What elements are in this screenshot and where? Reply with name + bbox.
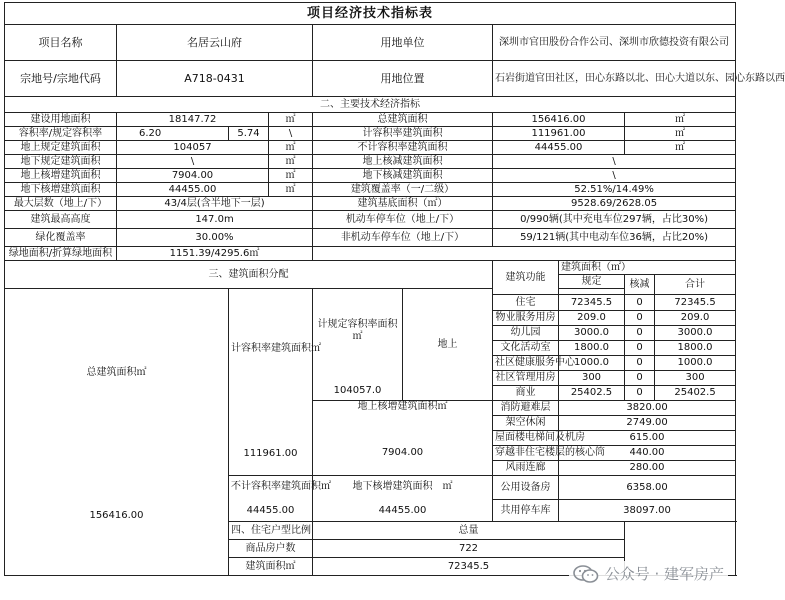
added-name: 风雨连廊	[493, 461, 559, 476]
far-area-value: 111961.00	[243, 447, 298, 459]
indicator-label: 地上规定建筑面积	[5, 141, 117, 155]
added-name: 消防避难层	[493, 401, 559, 416]
indicator-value: 156416.00	[493, 113, 625, 127]
func-name: 住宅	[493, 295, 559, 311]
indicator-unit: ㎡	[269, 113, 313, 127]
nonfar-label: 不计容积率建筑面积㎡	[231, 480, 331, 492]
col-total: 合计	[655, 275, 736, 295]
below-added-value: 44455.00	[378, 504, 427, 516]
total-area-value: 156416.00	[89, 510, 144, 521]
wechat-icon	[573, 564, 599, 584]
table-title: 项目经济技术指标表	[5, 3, 736, 25]
indicator-value: 9528.69/2628.05	[493, 197, 736, 211]
indicator-label: 容积率/规定容积率	[5, 127, 117, 141]
project-name-label: 项目名称	[5, 25, 117, 61]
indicator-label: 地上核减建筑面积	[313, 155, 493, 169]
parcel-code: A718-0431	[117, 61, 313, 97]
func-reduced: 0	[625, 295, 655, 311]
unit-count-label: 商品房户数	[229, 540, 313, 558]
indicator-value: 147.0m	[117, 211, 313, 229]
col-planned: 规定	[559, 275, 625, 289]
indicator-label: 地上核增建筑面积	[5, 169, 117, 183]
func-name: 文化活动室	[493, 341, 559, 356]
far-area-label: 计容积率建筑面积㎡	[231, 342, 321, 354]
shared-parking-label: 共用停车库	[493, 500, 559, 522]
func-total: 25402.5	[655, 386, 736, 401]
land-unit-label: 用地单位	[313, 25, 493, 61]
below-added-cell	[313, 476, 493, 522]
col-reduced: 核减	[625, 275, 655, 295]
indicator-label: 建设用地面积	[5, 113, 117, 127]
location: 石岩街道官田社区，田心东路以北、田心大道以东、园心东路以西	[493, 61, 736, 97]
project-name: 名居云山府	[117, 25, 313, 61]
indicator-value: 52.51%/14.49%	[493, 183, 736, 197]
below-added-label: 地下核增建筑面积 ㎡	[352, 480, 453, 492]
indicator-value: 43/4层(含半地下一层)	[117, 197, 313, 211]
func-name: 商业	[493, 386, 559, 401]
residential-area-value: 72345.5	[313, 558, 625, 576]
func-header: 建筑功能	[493, 261, 559, 295]
indicator-label: 地下规定建筑面积	[5, 155, 117, 169]
func-planned: 1000.0	[559, 356, 625, 371]
indicator-value: 111961.00	[493, 127, 625, 141]
above-added-label: 地上核增建筑面积㎡	[357, 401, 448, 412]
indicator-label: 地下核减建筑面积	[313, 169, 493, 183]
added-name: 屋面楼电梯间及机房	[493, 431, 559, 446]
indicator-unit: ㎡	[269, 169, 313, 183]
nonfar-cell	[229, 476, 331, 522]
total-area-label: 总建筑面积㎡	[86, 367, 147, 378]
location-label: 用地位置	[313, 61, 493, 97]
indicator-unit: ㎡	[625, 127, 736, 141]
indicator-value: 44455.00	[493, 141, 625, 155]
func-total: 300	[655, 371, 736, 386]
func-total: 3000.0	[655, 326, 736, 341]
indicator-value: 44455.00	[117, 183, 269, 197]
indicator-unit: ㎡	[269, 183, 313, 197]
func-planned: 209.0	[559, 311, 625, 326]
section-4-total-label: 总量	[313, 522, 625, 540]
func-reduced: 0	[625, 341, 655, 356]
indicator-unit: ㎡	[625, 141, 736, 155]
func-total: 1800.0	[655, 341, 736, 356]
indicator-value: 7904.00	[117, 169, 269, 183]
func-planned: 72345.5	[559, 295, 625, 311]
func-reduced: 0	[625, 371, 655, 386]
economic-indicator-sheet	[4, 2, 785, 598]
added-value: 3820.00	[559, 401, 736, 416]
indicator-value: 18147.72	[117, 113, 269, 127]
total-area-cell	[5, 289, 229, 576]
added-name: 穿越非住宅楼层的核心筒	[493, 446, 559, 461]
func-planned: 300	[559, 371, 625, 386]
far-area-cell	[229, 289, 321, 476]
indicator-label: 不计容积率建筑面积	[313, 141, 493, 155]
above-added-value: 7904.00	[381, 447, 424, 458]
planned-far-value: 104057.0	[333, 384, 382, 396]
planned-far-label: 计规定容积率面积㎡	[317, 318, 398, 342]
func-name: 社区健康服务中心	[493, 356, 559, 371]
indicator-value: 104057	[117, 141, 269, 155]
parcel-label: 宗地号/宗地代码	[5, 61, 117, 97]
section-4-header: 四、住宅户型比例	[229, 522, 313, 540]
nonfar-value: 44455.00	[246, 504, 295, 516]
added-value: 615.00	[559, 431, 736, 446]
indicator-value: \	[117, 155, 269, 169]
watermark-text: 公众号 · 建军房产	[604, 565, 724, 583]
indicator-unit: ㎡	[269, 155, 313, 169]
area-header: 建筑面积（㎡）	[559, 261, 736, 275]
indicator-label: 机动车停车位（地上/下）	[313, 211, 493, 229]
func-reduced: 0	[625, 311, 655, 326]
func-total: 72345.5	[655, 295, 736, 311]
indicator-table	[4, 2, 785, 576]
indicator-value: 59/121辆(其中电动车位36辆，占比20%)	[493, 229, 736, 247]
unit-count-value: 722	[313, 540, 625, 558]
above-added-cell	[313, 401, 493, 476]
func-reduced: 0	[625, 356, 655, 371]
residential-area-label: 建筑面积㎡	[229, 558, 313, 576]
land-unit: 深圳市官田股份合作公司、深圳市欣德投资有限公司	[493, 25, 736, 61]
indicator-value: 0/990辆(其中充电车位297辆，占比30%)	[493, 211, 736, 229]
indicator-label: 地下核增建筑面积	[5, 183, 117, 197]
indicator-label: 非机动车停车位（地上/下）	[313, 229, 493, 247]
added-value: 280.00	[559, 461, 736, 476]
shared-parking-value: 38097.00	[559, 500, 736, 522]
func-name: 幼儿园	[493, 326, 559, 341]
func-total: 209.0	[655, 311, 736, 326]
public-equipment-value: 6358.00	[559, 476, 736, 500]
func-total: 1000.0	[655, 356, 736, 371]
func-reduced: 0	[625, 386, 655, 401]
indicator-value-2: 5.74	[229, 127, 269, 141]
indicator-label: 最大层数（地上/下）	[5, 197, 117, 211]
func-planned: 3000.0	[559, 326, 625, 341]
indicator-label: 建筑最高高度	[5, 211, 117, 229]
func-planned: 1800.0	[559, 341, 625, 356]
indicator-value: 30.00%	[117, 229, 313, 247]
func-reduced: 0	[625, 326, 655, 341]
empty-cell	[313, 247, 736, 261]
func-name: 物业服务用房	[493, 311, 559, 326]
indicator-label: 绿化覆盖率	[5, 229, 117, 247]
indicator-value: \	[493, 155, 736, 169]
section-3-header: 三、建筑面积分配	[5, 261, 493, 289]
indicator-value: 6.20	[117, 127, 229, 141]
indicator-label: 总建筑面积	[313, 113, 493, 127]
added-value: 440.00	[559, 446, 736, 461]
indicator-unit: \	[269, 127, 313, 141]
planned-far-cell	[313, 289, 403, 401]
indicator-label: 绿地面积/折算绿地面积	[5, 247, 117, 261]
func-planned: 25402.5	[559, 386, 625, 401]
watermark	[569, 561, 728, 586]
added-name: 架空休闲	[493, 416, 559, 431]
indicator-unit: ㎡	[625, 113, 736, 127]
func-name: 社区管理用房	[493, 371, 559, 386]
indicator-unit: ㎡	[269, 141, 313, 155]
indicator-value: 1151.39/4295.6㎡	[117, 247, 313, 261]
indicator-label: 计容积率建筑面积	[313, 127, 493, 141]
indicator-value: \	[493, 169, 736, 183]
section-2-header: 二、主要技术经济指标	[5, 97, 736, 113]
above-ground-label: 地上	[403, 289, 493, 401]
added-value: 2749.00	[559, 416, 736, 431]
indicator-label: 建筑覆盖率（一/二级）	[313, 183, 493, 197]
indicator-label: 建筑基底面积（㎡）	[313, 197, 493, 211]
public-equipment-label: 公用设备房	[493, 476, 559, 500]
